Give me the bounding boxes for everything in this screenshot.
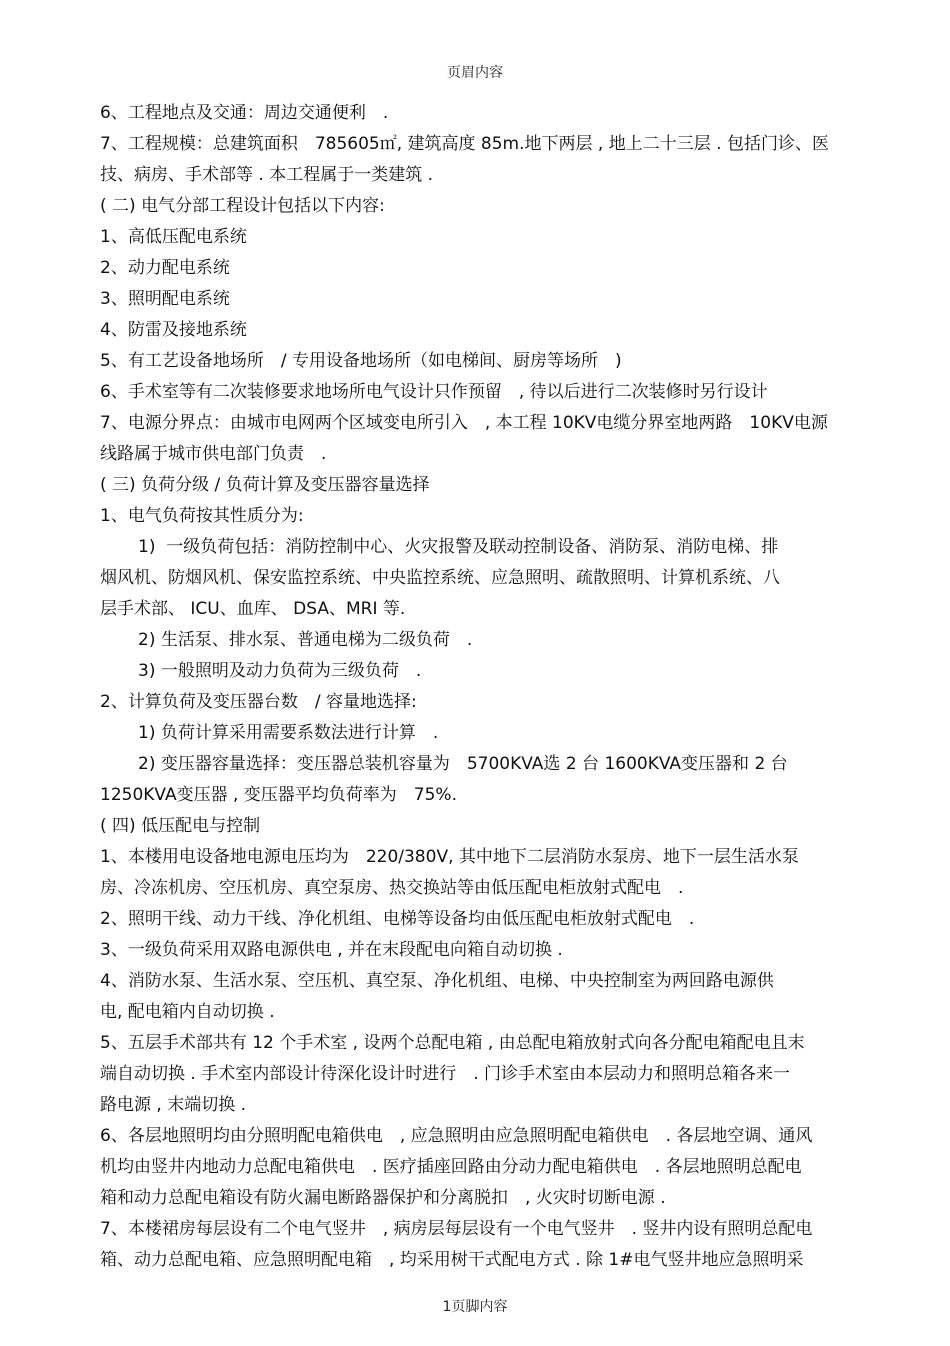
text-line: 7、工程规模：总建筑面积 785605㎡, 建筑高度 85m.地下两层 , 地上二十三层 . 包括门诊、医 — [100, 134, 829, 154]
text-line: 机均由竖井内地动力总配电箱供电 . 医疗插座回路由分动力配电箱供电 . 各层地照明总配电 — [100, 1157, 802, 1177]
text-line: 5、有工艺设备地场所 / 专用设备地场所（如电梯间、厨房等场所 ) — [100, 351, 622, 371]
text-line: 4、消防水泵、生活水泵、空压机、真空泵、净化机组、电梯、中央控制室为两回路电源供 — [100, 971, 774, 991]
text-line: 箱和动力总配电箱设有防火漏电断路器保护和分离脱扣 , 火灾时切断电源 . — [100, 1188, 666, 1208]
section-heading: ( 四) 低压配电与控制 — [100, 816, 261, 836]
text-line: 1250KVA变压器 , 变压器平均负荷率为 75%. — [100, 785, 457, 805]
text-line: 线路属于城市供电部门负责 . — [100, 444, 327, 464]
text-line: 3) 一般照明及动力负荷为三级负荷 . — [138, 661, 422, 681]
text-line: 2) 生活泵、排水泵、普通电梯为二级负荷 . — [138, 630, 473, 650]
text-line: 6、各层地照明均由分照明配电箱供电 , 应急照明由应急照明配电箱供电 . 各层地空调、通风 — [100, 1126, 813, 1146]
text-line: 1) 负荷计算采用需要系数法进行计算 . — [138, 723, 439, 743]
text-line: 4、防雷及接地系统 — [100, 320, 247, 340]
text-line: 3、照明配电系统 — [100, 289, 230, 309]
text-line: 3、一级负荷采用双路电源供电 , 并在末段配电向箱自动切换 . — [100, 940, 563, 960]
text-line: 1、本楼用电设备地电源电压均为 220/380V, 其中地下二层消防水泵房、地下一层生活水泵 — [100, 847, 799, 867]
text-line: 7、本楼裙房每层设有二个电气竖井 , 病房层每层设有一个电气竖井 . 竖井内设有照明总配电 — [100, 1219, 813, 1239]
text-line: 烟风机、防烟风机、保安监控系统、中央监控系统、应急照明、疏散照明、计算机系统、八 — [100, 568, 780, 588]
text-line: 2、照明干线、动力干线、净化机组、电梯等设备均由低压配电柜放射式配电 . — [100, 909, 695, 929]
text-line: 电, 配电箱内自动切换 . — [100, 1002, 275, 1022]
page-header: 页眉内容 — [447, 65, 503, 81]
text-line: 房、冷冻机房、空压机房、真空泵房、热交换站等由低压配电柜放射式配电 . — [100, 878, 684, 898]
text-line: 1) 一级负荷包括：消防控制中心、火灾报警及联动控制设备、消防泵、消防电梯、排 — [138, 537, 779, 557]
text-line: 路电源 , 末端切换 . — [100, 1095, 247, 1115]
text-line: 2、动力配电系统 — [100, 258, 230, 278]
document-body — [100, 98, 870, 1276]
text-line: 6、工程地点及交通：周边交通便利 . — [100, 103, 389, 123]
text-line: 2) 变压器容量选择：变压器总装机容量为 5700KVA选 2 台 1600KVA变压器和 2 台 — [138, 754, 788, 774]
text-line: 箱、动力总配电箱、应急照明配电箱 , 均采用树干式配电方式 . 除 1#电气竖井地应急照明采 — [100, 1250, 804, 1270]
section-heading: ( 三) 负荷分级 / 负荷计算及变压器容量选择 — [100, 475, 430, 495]
text-line: 1、高低压配电系统 — [100, 227, 247, 247]
section-heading: ( 二) 电气分部工程设计包括以下内容: — [100, 196, 385, 216]
text-line: 端自动切换 . 手术室内部设计待深化设计时进行 . 门诊手术室由本层动力和照明总箱各来一 — [100, 1064, 791, 1084]
text-line: 6、手术室等有二次装修要求地场所电气设计只作预留 , 待以后进行二次装修时另行设计 — [100, 382, 768, 402]
text-line: 5、五层手术部共有 12 个手术室 , 设两个总配电箱 , 由总配电箱放射式向各分配电箱配电且末 — [100, 1033, 805, 1053]
page-footer: 1页脚内容 — [442, 1299, 508, 1315]
text-line: 技、病房、手术部等 . 本工程属于一类建筑 . — [100, 165, 434, 185]
text-line: 层手术部、 ICU、血库、 DSA、MRI 等. — [100, 599, 406, 619]
text-line: 7、电源分界点：由城市电网两个区域变电所引入 , 本工程 10KV电缆分界室地两路 10KV电源 — [100, 413, 828, 433]
text-line: 1、电气负荷按其性质分为: — [100, 506, 304, 526]
text-line: 2、计算负荷及变压器台数 / 容量地选择: — [100, 692, 417, 712]
